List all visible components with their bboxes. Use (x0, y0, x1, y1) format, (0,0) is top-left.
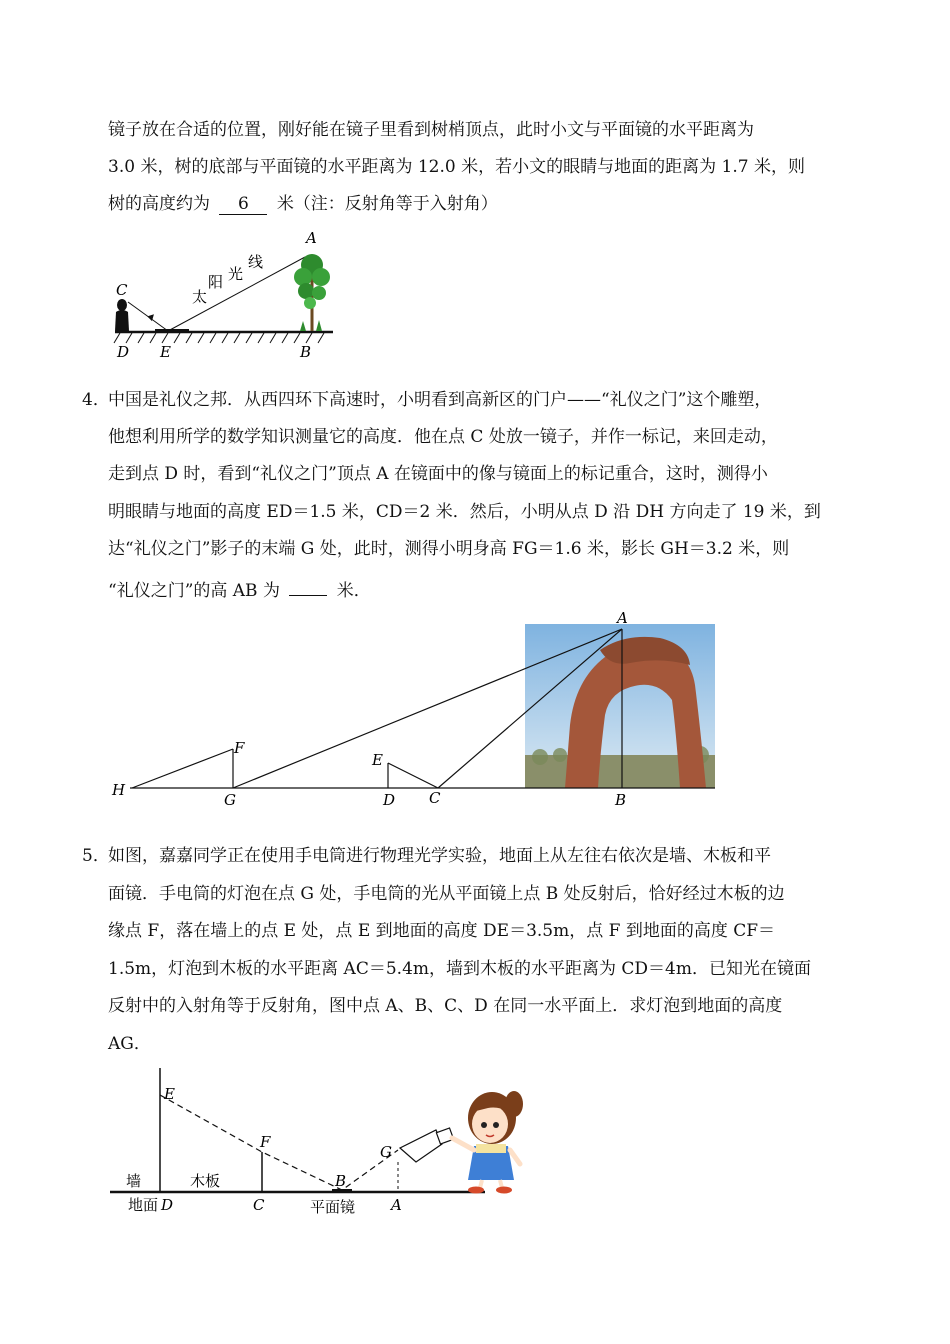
q3-label-A: A (306, 229, 317, 247)
q3-label-B: B (300, 343, 312, 361)
q4-line-3: 走到点 D 时，看到“礼仪之门”顶点 A 在镜面中的像与镜面上的标记重合，这时，测得小 (108, 464, 768, 484)
q5-label-G: G (380, 1143, 392, 1161)
q3-mirror (155, 329, 189, 333)
q4-line-6 (108, 575, 371, 603)
q5-label-D: D (161, 1196, 174, 1214)
q3-person-silhouette (115, 299, 129, 331)
q4-label-A: A (617, 609, 628, 627)
q5-label-F: F (260, 1133, 271, 1151)
q4-sculpture-photo (525, 624, 715, 788)
q5-line-6: AG． (108, 1034, 151, 1054)
q5-board-label: 木板 (190, 1172, 221, 1190)
q5-flashlight (400, 1128, 454, 1162)
q4-line-6-prefix: “礼仪之门”的高 AB 为 (108, 581, 280, 601)
q5-line-4: 1.5m，灯泡到木板的水平距离 AC＝5.4m，墙到木板的水平距离为 CD＝4m．已知光在镜面 (108, 959, 811, 979)
q5-label-C: C (253, 1196, 265, 1214)
q3-sun-char-4: 线 (248, 253, 264, 271)
q5-label-A: A (391, 1196, 402, 1214)
q3-label-D: D (117, 343, 130, 361)
q5-line-5: 反射中的入射角等于反射角，图中点 A、B、C、D 在同一水平面上．求灯泡到地面的高度 (108, 996, 783, 1016)
q4-label-H: H (112, 781, 126, 799)
q5-mirror-label: 平面镜 (310, 1198, 356, 1216)
q3-line-2: 3.0 米，树的底部与平面镜的水平距离为 12.0 米，若小文的眼睛与地面的距离为 1.7 米，则 (108, 157, 805, 177)
q5-number: 5． (82, 846, 110, 866)
q5-girl-illustration (452, 1091, 523, 1194)
q5-wall-label: 墙 (126, 1172, 142, 1190)
q4-answer-blank[interactable] (289, 575, 327, 596)
q5-line-2: 面镜．手电筒的灯泡在点 G 处，手电筒的光从平面镜上点 B 处反射后，恰好经过木板的边 (108, 884, 785, 904)
q4-label-E: E (372, 751, 383, 769)
q3-sun-char-3: 光 (228, 265, 244, 283)
q3-line-3-prefix: 树的高度约为 (108, 194, 210, 214)
q5-label-E: E (164, 1085, 175, 1103)
q4-line-HF (132, 749, 233, 788)
q4-label-C: C (429, 789, 441, 807)
q5-label-B: B (335, 1172, 347, 1190)
q3-sun-char-1: 太 (192, 288, 208, 306)
q3-figure (100, 225, 350, 365)
q4-label-F: F (234, 739, 245, 757)
q3-answer-blank[interactable]: 6 (219, 194, 267, 215)
q4-line-2: 他想利用所学的数学知识测量它的高度．他在点 C 处放一镜子，并作一标记，来回走动， (108, 427, 778, 447)
q4-line-5: 达“礼仪之门”影子的末端 G 处，此时，测得小明身高 FG＝1.6 米，影长 GH＝3.2 米，则 (108, 539, 790, 559)
q5-figure (100, 1062, 530, 1222)
q4-line-EC (388, 763, 438, 788)
q3-label-E: E (160, 343, 171, 361)
q4-line-1: 中国是礼仪之邦．从西四环下高速时，小明看到高新区的门户——“礼仪之门”这个雕塑， (108, 390, 772, 410)
q3-sun-char-2: 阳 (208, 273, 224, 291)
q5-line-1: 如图，嘉嘉同学正在使用手电筒进行物理光学实验，地面上从左往右依次是墙、木板和平 (108, 846, 771, 866)
q3-label-C: C (116, 281, 128, 299)
q4-label-D: D (383, 791, 396, 809)
q3-tree (294, 254, 330, 331)
q5-ground-label: 地面 (128, 1196, 159, 1214)
q3-ground-hatch (114, 333, 324, 343)
q4-line-4: 明眼睛与地面的高度 ED＝1.5 米，CD＝2 米．然后，小明从点 D 沿 DH 方向走了 19 米，到 (108, 502, 821, 522)
q4-number: 4． (82, 390, 110, 410)
q3-line-1: 镜子放在合适的位置，刚好能在镜子里看到树梢顶点，此时小文与平面镜的水平距离为 (108, 120, 754, 140)
q4-label-G: G (224, 791, 236, 809)
q5-line-3: 缘点 F，落在墙上的点 E 处，点 E 到地面的高度 DE＝3.5m，点 F 到地面的高度 CF＝ (108, 921, 776, 941)
q3-line-3 (108, 192, 498, 216)
q4-line-6-suffix: 米． (336, 581, 371, 601)
q4-figure (100, 605, 730, 815)
q4-label-B: B (615, 791, 627, 809)
q3-line-3-suffix: 米（注：反射角等于入射角） (276, 194, 498, 214)
